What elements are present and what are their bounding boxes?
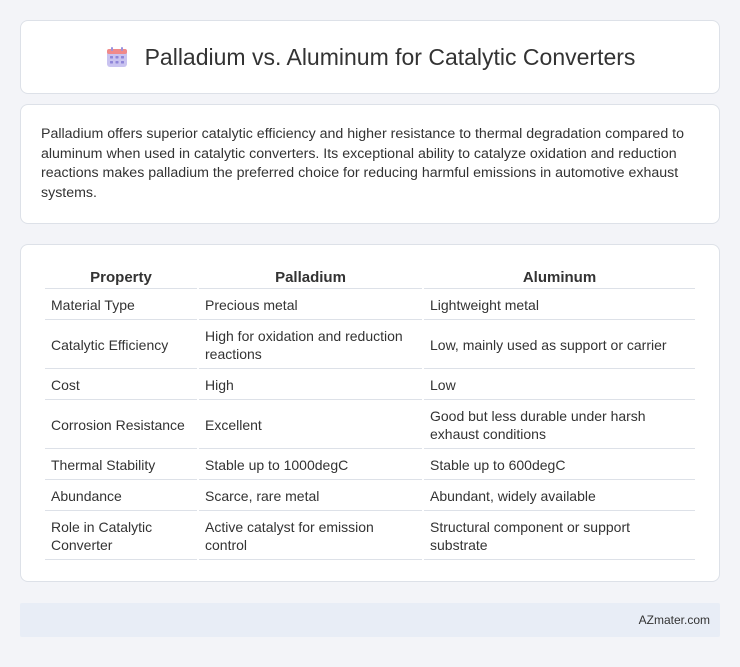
table-row [45,482,695,511]
table-cell: Thermal Stability [45,451,197,480]
table-cell: Low, mainly used as support or carrier [424,322,695,369]
table-row [45,513,695,560]
table-cell: Good but less durable under harsh exhaust conditions [424,402,695,449]
table-cell: Cost [45,371,197,400]
table-cell: High for oxidation and reduction reactions [199,322,422,369]
column-header-palladium: Palladium [199,267,422,289]
table-row [45,322,695,369]
table-cell: Excellent [199,402,422,449]
title-card [20,20,720,94]
intro-card [20,104,720,224]
table-cell: Scarce, rare metal [199,482,422,511]
table-cell: Structural component or support substrate [424,513,695,560]
table-row [45,371,695,400]
comparison-table [43,265,697,562]
footer-brand: AZmater.com [638,613,710,627]
column-header-aluminum: Aluminum [424,267,695,289]
calendar-icon [105,45,129,69]
footer [20,603,720,637]
table-cell: Stable up to 1000degC [199,451,422,480]
table-cell: Corrosion Resistance [45,402,197,449]
table-header-row [45,267,695,289]
table-cell: Abundance [45,482,197,511]
table-cell: High [199,371,422,400]
table-cell: Abundant, widely available [424,482,695,511]
table-cell: Material Type [45,291,197,320]
table-cell: Role in Catalytic Converter [45,513,197,560]
table-cell: Precious metal [199,291,422,320]
table-row [45,451,695,480]
table-row [45,402,695,449]
table-card [20,244,720,582]
column-header-property: Property [45,267,197,289]
table-cell: Low [424,371,695,400]
table-cell: Catalytic Efficiency [45,322,197,369]
table-cell: Active catalyst for emission control [199,513,422,560]
page-title: Palladium vs. Aluminum for Catalytic Converters [144,43,636,70]
intro-paragraph: Palladium offers superior catalytic efficiency and higher resistance to thermal degradation compared to aluminum when used in catalytic converters. Its exceptional ability to catalyze oxidation and reduction reactions makes palladium the preferred choice for reducing harmful emissions in automotive exhaust systems. [41,126,684,201]
table-cell: Lightweight metal [424,291,695,320]
table-row [45,291,695,320]
table-cell: Stable up to 600degC [424,451,695,480]
